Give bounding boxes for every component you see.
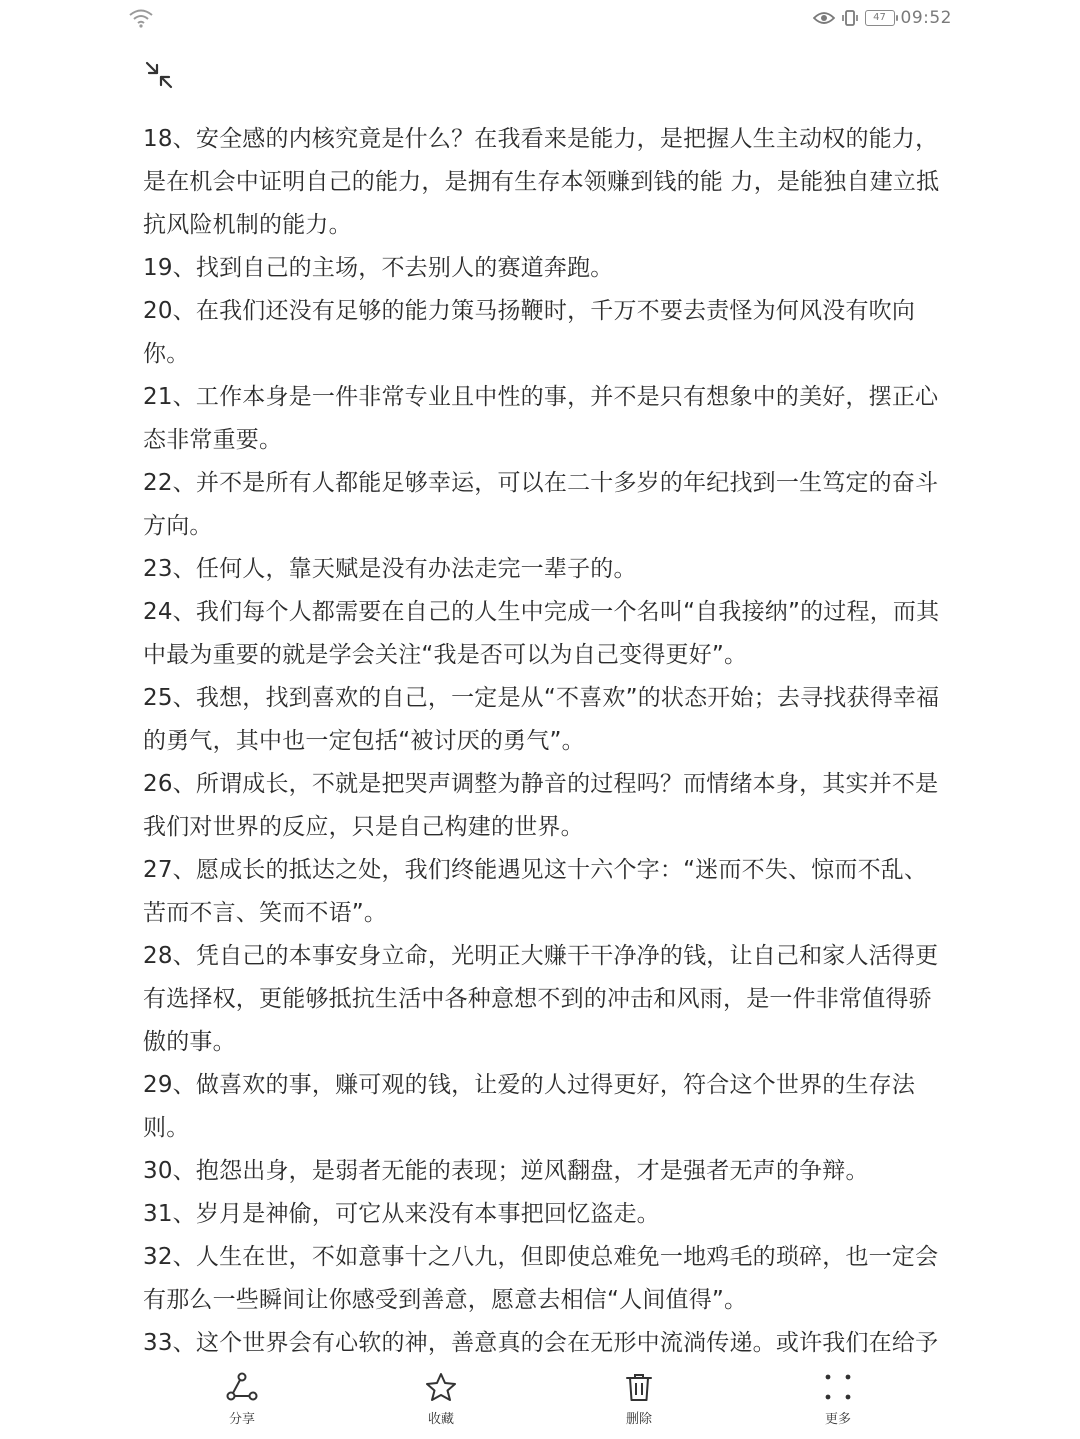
delete-label: 删除 [625,1412,652,1427]
note-item: 22、并不是所有人都能足够幸运，可以在二十多岁的年纪找到一生笃定的奋斗方向。 [143,470,939,539]
bottom-toolbar [0,1362,1080,1439]
favorite-button[interactable] [396,1368,486,1432]
note-item: 23、任何人，靠天赋是没有办法走完一辈子的。 [143,556,637,582]
star-icon [424,1372,458,1402]
note-content[interactable] [143,118,943,1358]
note-item: 24、我们每个人都需要在自己的人生中完成一个名叫“自我接纳”的过程，而其中最为重要的就是学会关注“我是否可以为自己变得更好”。 [143,599,940,668]
status-bar [0,0,1080,40]
note-item: 33、这个世界会有心软的神，善意真的会在无形中流淌传递。或许我们在给予 [143,1330,939,1356]
share-button[interactable] [197,1368,287,1432]
collapse-arrows-icon[interactable] [142,58,176,92]
eye-comfort-icon [813,11,835,25]
note-item: 21、工作本身是一件非常专业且中性的事，并不是只有想象中的美好，摆正心态非常重要。 [143,384,939,453]
more-button[interactable] [793,1368,883,1432]
note-item: 29、做喜欢的事，赚可观的钱，让爱的人过得更好，符合这个世界的生存法则。 [143,1072,916,1141]
battery-indicator: 47 [865,10,895,26]
status-right-group [813,6,953,30]
delete-button[interactable] [594,1368,684,1432]
note-item: 31、岁月是神偷，可它从来没有本事把回忆盗走。 [143,1201,660,1227]
favorite-label: 收藏 [427,1412,454,1427]
more-label: 更多 [824,1412,851,1427]
more-dots-icon [821,1372,855,1402]
note-item: 19、找到自己的主场，不去别人的赛道奔跑。 [143,255,614,281]
note-item: 26、所谓成长，不就是把哭声调整为静音的过程吗？而情绪本身，其实并不是我们对世界的反应，只是自己构建的世界。 [143,771,939,840]
note-item: 25、我想，找到喜欢的自己，一定是从“不喜欢”的状态开始；去寻找获得幸福的勇气，其中也一定包括“被讨厌的勇气”。 [143,685,940,754]
note-item: 18、安全感的内核究竟是什么？在我看来是能力，是把握人生主动权的能力，是在机会中证明自己的能力，是拥有生存本领赚到钱的能 力，是能独自建立抵抗风险机制的能力。 [143,126,940,238]
note-item: 20、在我们还没有足够的能力策马扬鞭时，千万不要去责怪为何风没有吹向你。 [143,298,916,367]
share-icon [225,1372,259,1402]
trash-icon [622,1372,656,1402]
status-time: 09:52 [900,8,952,28]
note-item: 27、愿成长的抵达之处，我们终能遇见这十六个字：“迷而不失、惊而不乱、苦而不言、笑而不语”。 [143,857,928,926]
note-item: 30、抱怨出身，是弱者无能的表现；逆风翻盘，才是强者无声的争辩。 [143,1158,869,1184]
wifi-icon [128,8,154,28]
vibrate-icon [841,9,859,27]
note-item: 32、人生在世，不如意事十之八九，但即使总难免一地鸡毛的琐碎，也一定会有那么一些瞬间让你感受到善意，愿意去相信“人间值得”。 [143,1244,939,1313]
share-label: 分享 [228,1412,255,1427]
note-item: 28、凭自己的本事安身立命，光明正大赚干干净净的钱，让自己和家人活得更有选择权，更能够抵抗生活中各种意想不到的冲击和风雨，是一件非常值得骄傲的事。 [143,943,939,1055]
